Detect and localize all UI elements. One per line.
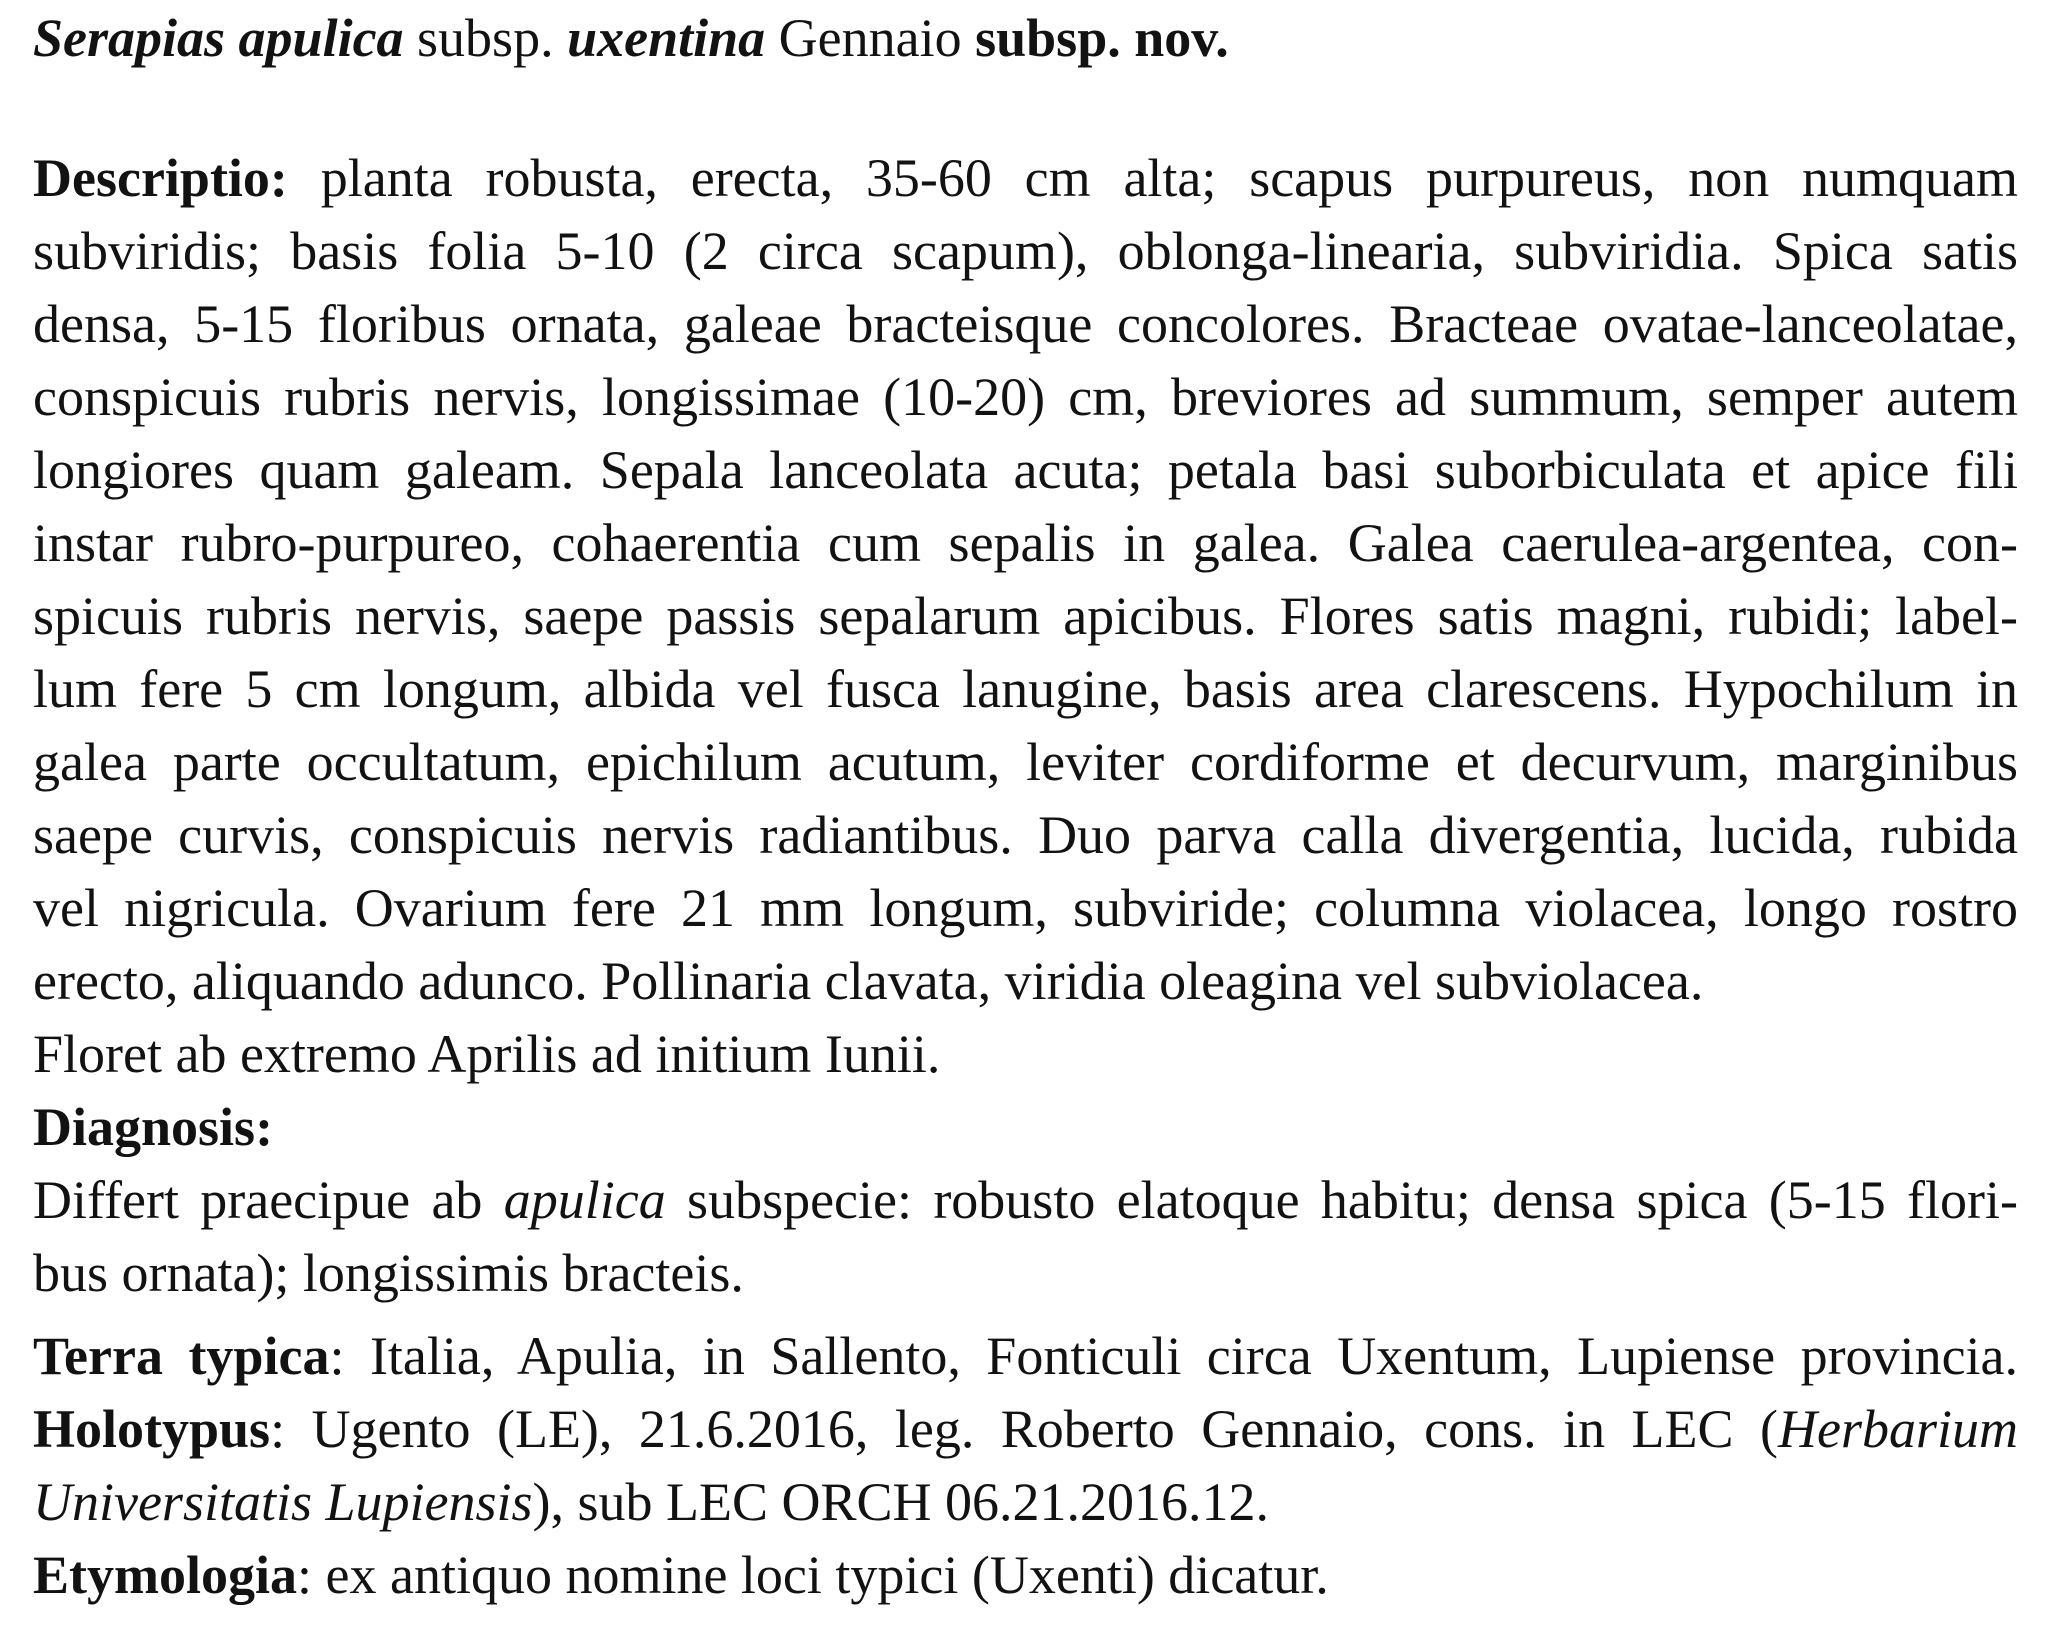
text-line <box>33 361 2018 434</box>
text-line <box>33 507 2018 580</box>
text-segment: Gennaio <box>765 8 976 68</box>
text-segment: subsp. <box>403 8 568 68</box>
text-segment: Serapias apulica <box>33 8 404 68</box>
text-segment: : Italia, Apulia, in Sallento, Fonticuli circa Uxentum, Lupiense provincia. <box>329 1326 2019 1386</box>
text-line <box>33 580 2018 653</box>
text-segment: saepe curvis, conspicuis nervis radiantibus. Duo parva calla divergentia, lucida, rubida <box>33 805 2018 865</box>
text-segment: Holotypus <box>33 1399 271 1459</box>
text-segment: vel nigricula. Ovarium fere 21 mm longum, subviride; columna violacea, longo rostro <box>33 878 2018 938</box>
text-segment: subspecie: robusto elatoque habitu; densa spica (5-15 flori- <box>665 1170 2018 1230</box>
text-segment: apulica <box>503 1170 666 1230</box>
text-segment: Universitatis Lupiensis <box>33 1472 533 1532</box>
text-segment: : ex antiquo nomine loci typici (Uxenti) dicatur. <box>297 1545 1329 1605</box>
text-segment: : Ugento (LE), 21.6.2016, leg. Roberto Gennaio, cons. in LEC ( <box>270 1399 1778 1459</box>
species-title <box>33 2 2018 75</box>
text-segment: conspicuis rubris nervis, longissimae (10-20) cm, breviores ad summum, semper autem <box>33 367 2018 427</box>
text-line <box>33 799 2018 872</box>
text-segment: spicuis rubris nervis, saepe passis sepalarum apicibus. Flores satis magni, rubidi; label- <box>33 586 2018 646</box>
text-segment: instar rubro-purpureo, cohaerentia cum sepalis in galea. Galea caerulea-argentea, con- <box>33 513 2018 573</box>
text-segment: longiores quam galeam. Sepala lanceolata acuta; petala basi suborbiculata et apice fili <box>33 440 2018 500</box>
text-segment: Terra typica <box>33 1326 330 1386</box>
text-segment: erecto, aliquando adunco. Pollinaria clavata, viridia oleagina vel subviolacea. <box>33 951 1704 1011</box>
text-segment: galea parte occultatum, epichilum acutum, leviter cordiforme et decurvum, marginibus <box>33 732 2018 792</box>
text-segment: bus ornata); longissimis bracteis. <box>33 1243 744 1303</box>
text-line <box>33 1466 2018 1539</box>
text-segment: Descriptio: <box>33 148 288 208</box>
text-line <box>33 1393 2018 1466</box>
text-segment: subviridis; basis folia 5-10 (2 circa scapum), oblonga-linearia, subviridia. Spica satis <box>33 221 2018 281</box>
text-segment: subsp. nov. <box>975 8 1229 68</box>
text-segment: Differt praecipue ab <box>33 1170 504 1230</box>
text-line <box>33 1091 2018 1164</box>
text-segment: ), sub LEC ORCH 06.21.2016.12. <box>532 1472 1270 1532</box>
text-line <box>33 1237 2018 1310</box>
text-segment: planta robusta, erecta, 35-60 cm alta; scapus purpureus, non numquam <box>287 148 2018 208</box>
text-segment: Herbarium <box>1778 1399 2018 1459</box>
text-line <box>33 434 2018 507</box>
text-line <box>33 1018 2018 1091</box>
text-line <box>33 1320 2018 1393</box>
text-segment: lum fere 5 cm longum, albida vel fusca lanugine, basis area clarescens. Hypochilum in <box>33 659 2018 719</box>
text-segment: Diagnosis: <box>33 1097 274 1157</box>
text-line <box>33 142 2018 215</box>
text-segment: densa, 5-15 floribus ornata, galeae bracteisque concolores. Bracteae ovatae-lanceolatae, <box>33 294 2018 354</box>
text-line <box>33 288 2018 361</box>
text-line <box>33 653 2018 726</box>
document-body <box>33 142 2018 1612</box>
text-segment: Etymologia <box>33 1545 297 1605</box>
text-line <box>33 945 2018 1018</box>
text-line <box>33 215 2018 288</box>
text-segment: Floret ab extremo Aprilis ad initium Iunii. <box>33 1024 941 1084</box>
text-line <box>33 1539 2018 1612</box>
text-line <box>33 872 2018 945</box>
text-line <box>33 726 2018 799</box>
text-segment: uxentina <box>567 8 766 68</box>
text-line <box>33 1164 2018 1237</box>
